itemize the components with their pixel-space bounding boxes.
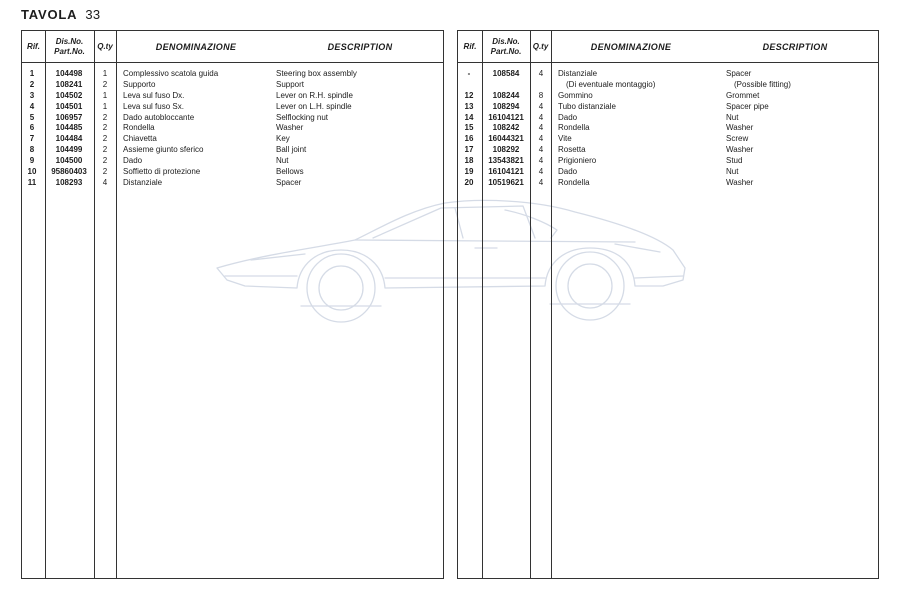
header-description: DESCRIPTION bbox=[327, 41, 393, 52]
cell-qty: 4 bbox=[538, 177, 544, 187]
cell-part: 108244 bbox=[492, 90, 520, 100]
cell-rif: 14 bbox=[464, 112, 474, 122]
table-row bbox=[458, 91, 878, 102]
cell-qty: 2 bbox=[102, 112, 108, 122]
header-rif: Rif. bbox=[27, 41, 40, 51]
cell-qty: 1 bbox=[102, 90, 108, 100]
header-dis-no-label: Dis.No. bbox=[55, 36, 84, 46]
cell-desc: Nut bbox=[726, 112, 739, 122]
table-row bbox=[458, 145, 878, 156]
cell-qty: 2 bbox=[102, 79, 108, 89]
cell-den: Rosetta bbox=[558, 145, 586, 155]
table-row bbox=[22, 167, 443, 178]
cell-desc: Washer bbox=[726, 123, 754, 133]
cell-den: Rondella bbox=[123, 123, 155, 133]
cell-part: 104484 bbox=[55, 134, 83, 144]
cell-desc: Lever on R.H. spindle bbox=[276, 90, 353, 100]
cell-part: 108242 bbox=[492, 123, 520, 133]
header-denominazione: DENOMINAZIONE bbox=[155, 41, 237, 52]
table-row bbox=[22, 145, 443, 156]
cell-den: Assieme giunto sferico bbox=[123, 145, 204, 155]
cell-desc: Spacer bbox=[726, 69, 752, 78]
header-part-no-label: Part.No. bbox=[490, 46, 522, 56]
cell-part: 104501 bbox=[55, 101, 83, 111]
cell-part: 95860403 bbox=[51, 167, 87, 177]
cell-qty: 4 bbox=[538, 145, 544, 155]
cell-qty: 2 bbox=[102, 156, 108, 166]
table-row bbox=[458, 123, 878, 134]
cell-part: 16104121 bbox=[488, 112, 524, 122]
cell-qty: 4 bbox=[102, 177, 108, 187]
cell-rif: 9 bbox=[29, 156, 35, 166]
cell-desc: Spacer pipe bbox=[726, 101, 769, 111]
cell-den: Distanziale bbox=[558, 69, 598, 78]
cell-rif: 2 bbox=[29, 79, 35, 89]
parts-list-left bbox=[22, 69, 443, 189]
cell-qty: 2 bbox=[102, 123, 108, 133]
cell-part: 108292 bbox=[492, 145, 520, 155]
cell-desc: Screw bbox=[726, 134, 749, 144]
cell-den: Dado bbox=[558, 167, 578, 177]
table-row bbox=[22, 69, 443, 80]
cell-part: 104499 bbox=[55, 145, 83, 155]
parts-table-right bbox=[457, 30, 879, 579]
header-rif: Rif. bbox=[463, 41, 477, 51]
header-part-no bbox=[45, 31, 94, 62]
cell-desc: Washer bbox=[726, 177, 754, 187]
parts-list-right bbox=[458, 69, 878, 189]
cell-den: Leva sul fuso Dx. bbox=[123, 90, 185, 100]
cell-qty: 1 bbox=[102, 69, 108, 78]
cell-qty: 2 bbox=[102, 145, 108, 155]
cell-desc: Stud bbox=[726, 156, 743, 166]
cell-rif: 13 bbox=[464, 101, 474, 111]
cell-part: 13543821 bbox=[488, 156, 524, 166]
header-description: DESCRIPTION bbox=[762, 41, 828, 52]
cell-den: Soffietto di protezione bbox=[123, 167, 201, 177]
header-qty: Q.ty bbox=[97, 41, 113, 51]
cell-qty: 4 bbox=[538, 69, 544, 78]
table-row bbox=[458, 113, 878, 124]
cell-den: Tubo distanziale bbox=[558, 101, 616, 111]
cell-den: Prigioniero bbox=[558, 156, 597, 166]
cell-den: Distanziale bbox=[123, 177, 163, 187]
cell-rif: 3 bbox=[29, 90, 35, 100]
table-row bbox=[458, 156, 878, 167]
cell-qty: 8 bbox=[538, 90, 544, 100]
header-divider bbox=[22, 62, 443, 63]
table-row bbox=[458, 178, 878, 189]
cell-rif: 1 bbox=[29, 69, 35, 78]
page-title-label: TAVOLA bbox=[21, 7, 78, 22]
page-title bbox=[21, 7, 100, 22]
cell-desc: Washer bbox=[726, 145, 754, 155]
parts-table-left bbox=[21, 30, 444, 579]
cell-rif: 10 bbox=[27, 167, 37, 177]
cell-part: 104502 bbox=[55, 90, 83, 100]
cell-den: Dado autobloccante bbox=[123, 112, 195, 122]
cell-qty: 1 bbox=[102, 101, 108, 111]
cell-qty: 4 bbox=[538, 156, 544, 166]
cell-rif: 19 bbox=[464, 167, 474, 177]
cell-den: Dado bbox=[558, 112, 578, 122]
cell-qty: 4 bbox=[538, 101, 544, 111]
table-row bbox=[22, 134, 443, 145]
cell-desc: Selflocking nut bbox=[276, 112, 329, 122]
cell-part: 108293 bbox=[55, 177, 83, 187]
cell-rif: 17 bbox=[464, 145, 474, 155]
cell-den: Supporto bbox=[123, 79, 156, 89]
cell-den: Dado bbox=[123, 156, 143, 166]
cell-den: Complessivo scatola guida bbox=[123, 69, 219, 78]
cell-den: Rondella bbox=[558, 123, 590, 133]
cell-den: Rondella bbox=[558, 177, 590, 187]
cell-desc: Ball joint bbox=[276, 145, 307, 155]
cell-den: Gommino bbox=[558, 90, 593, 100]
cell-qty: 4 bbox=[538, 112, 544, 122]
header-qty: Q.ty bbox=[532, 41, 549, 51]
cell-desc: (Possible fitting) bbox=[734, 79, 791, 89]
cell-rif: 20 bbox=[464, 177, 474, 187]
table-row bbox=[458, 167, 878, 178]
table-row bbox=[22, 91, 443, 102]
cell-desc: Spacer bbox=[276, 177, 302, 187]
cell-desc: Washer bbox=[276, 123, 304, 133]
header-part-no-label: Part.No. bbox=[54, 46, 85, 56]
cell-part: 10519621 bbox=[488, 177, 524, 187]
cell-rif: 4 bbox=[29, 101, 35, 111]
table-row bbox=[458, 69, 878, 80]
cell-part: 108584 bbox=[492, 69, 520, 78]
table-row bbox=[458, 102, 878, 113]
cell-qty: 4 bbox=[538, 134, 544, 144]
cell-rif: 12 bbox=[464, 90, 474, 100]
table-row bbox=[458, 80, 878, 91]
cell-desc: Bellows bbox=[276, 167, 304, 177]
cell-rif: 16 bbox=[464, 134, 474, 144]
cell-rif: 11 bbox=[27, 177, 37, 187]
cell-part: 108241 bbox=[55, 79, 83, 89]
cell-desc: Support bbox=[276, 79, 305, 89]
cell-den: Chiavetta bbox=[123, 134, 157, 144]
header-denominazione: DENOMINAZIONE bbox=[590, 41, 672, 52]
table-row bbox=[22, 80, 443, 91]
table-row bbox=[22, 102, 443, 113]
cell-part: 104485 bbox=[55, 123, 83, 133]
table-row bbox=[458, 134, 878, 145]
cell-part: 16104121 bbox=[488, 167, 524, 177]
cell-rif: 7 bbox=[29, 134, 35, 144]
cell-qty: 4 bbox=[538, 167, 544, 177]
table-row bbox=[22, 156, 443, 167]
cell-qty: 2 bbox=[102, 134, 108, 144]
cell-part: 16044321 bbox=[488, 134, 524, 144]
page-number: 33 bbox=[85, 7, 101, 22]
cell-desc: Nut bbox=[726, 167, 739, 177]
header-dis-no-label: Dis.No. bbox=[492, 36, 520, 46]
cell-rif: 6 bbox=[29, 123, 35, 133]
cell-part: 104498 bbox=[55, 69, 83, 78]
header-part-no bbox=[482, 31, 530, 62]
cell-desc: Lever on L.H. spindle bbox=[276, 101, 352, 111]
cell-rif: - bbox=[467, 69, 471, 78]
cell-desc: Key bbox=[276, 134, 290, 144]
cell-qty: 2 bbox=[102, 167, 108, 177]
cell-rif: 18 bbox=[464, 156, 474, 166]
cell-qty: 4 bbox=[538, 123, 544, 133]
cell-part: 106957 bbox=[55, 112, 83, 122]
cell-desc: Grommet bbox=[726, 90, 760, 100]
cell-desc: Steering box assembly bbox=[276, 69, 357, 78]
cell-part: 108294 bbox=[492, 101, 520, 111]
table-row bbox=[22, 113, 443, 124]
cell-den: (Di eventuale montaggio) bbox=[566, 79, 656, 89]
cell-den: Vite bbox=[558, 134, 572, 144]
cell-den: Leva sul fuso Sx. bbox=[123, 101, 184, 111]
cell-rif: 8 bbox=[29, 145, 35, 155]
header-divider bbox=[458, 62, 878, 63]
cell-rif: 15 bbox=[464, 123, 474, 133]
cell-rif: 5 bbox=[29, 112, 35, 122]
cell-desc: Nut bbox=[276, 156, 289, 166]
table-row bbox=[22, 123, 443, 134]
cell-part: 104500 bbox=[55, 156, 83, 166]
table-row bbox=[22, 178, 443, 189]
